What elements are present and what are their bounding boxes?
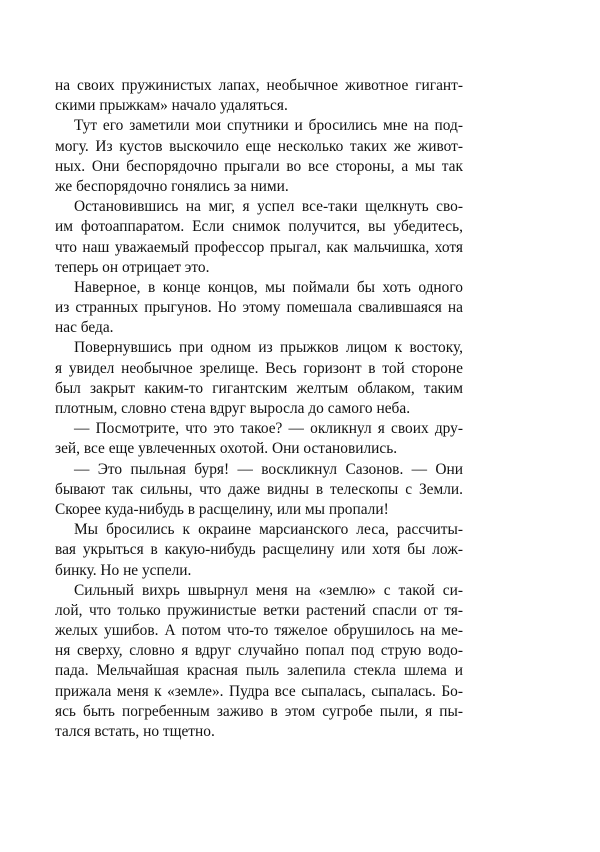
paragraph	[55, 76, 463, 116]
text-line: им фотоаппаратом. Если снимок получится, вы убедитесь,	[55, 218, 463, 236]
text-line: лой, что только пружинистые ветки растений спасли от тя-	[55, 601, 463, 619]
paragraph	[55, 419, 463, 459]
paragraph	[55, 197, 463, 278]
text-line: прижала меня к «земле». Пудра все сыпалась, сыпалась. Бо-	[55, 682, 463, 700]
text-line: вая укрыться в какую-нибудь расщелину или хотя бы лож-	[55, 541, 463, 559]
paragraph	[55, 520, 463, 581]
text-line: из странных прыгунов. Но этому помешала свалившаяся на	[55, 299, 463, 317]
text-line: скими прыжкам» начало удаляться.	[55, 97, 288, 115]
text-line: пада. Мельчайшая красная пыль залепила стекла шлема и	[55, 662, 463, 680]
text-line: ня сверху, словно я вдруг случайно попал под струю водо-	[55, 642, 463, 660]
text-line: — Это пыльная буря! — воскликнул Сазонов. — Они	[74, 460, 463, 478]
text-line: что наш уважаемый профессор прыгал, как мальчишка, хотя	[55, 238, 463, 256]
text-line: Остановившись на миг, я успел все-таки щелкнуть сво-	[74, 198, 463, 216]
text-line: — Посмотрите, что это такое? — окликнул я своих дру-	[74, 420, 463, 438]
text-line: же беспорядочно гонялись за ними.	[55, 177, 289, 195]
text-line: тался встать, но тщетно.	[55, 723, 215, 740]
text-line: Наверное, в конце концов, мы поймали бы хоть одного	[74, 278, 463, 296]
text-line: Повернувшись при одном из прыжков лицом к востоку,	[74, 339, 463, 357]
text-line: бинку. Но не успели.	[55, 561, 192, 579]
text-line: желых ушибов. А потом что-то тяжелое обрушилось на ме-	[55, 622, 463, 640]
text-line: Сильный вихрь швырнул меня на «землю» с такой си-	[74, 581, 463, 599]
paragraph	[55, 278, 463, 339]
text-line: теперь он отрицает это.	[55, 258, 210, 276]
paragraph	[55, 460, 463, 521]
text-line: Мы бросились к окраине марсианского леса, рассчиты-	[74, 521, 463, 539]
text-line: зей, все еще увлеченных охотой. Они остановились.	[55, 440, 398, 458]
text-line: Тут его заметили мои спутники и бросились мне на под-	[74, 117, 463, 135]
paragraph	[55, 581, 463, 743]
text-line: я увидел необычное зрелище. Весь горизонт в той стороне	[55, 359, 463, 377]
text-line: ных. Они беспорядочно прыгали во все стороны, а мы так	[55, 157, 463, 175]
text-line: нас беда.	[55, 319, 114, 337]
text-line: на своих пружинистых лапах, необычное животное гигант-	[55, 77, 463, 94]
text-line: могу. Из кустов выскочило еще несколько таких же живот-	[55, 137, 463, 155]
paragraph	[55, 116, 463, 197]
text-line: бывают так сильны, что даже видны в телескопы с Земли.	[55, 480, 463, 498]
text-line: был закрыт каким-то гигантским желтым облаком, таким	[55, 379, 463, 397]
text-line: ясь быть погребенным заживо в этом сугробе пыли, я пы-	[55, 702, 463, 720]
paragraph	[55, 338, 463, 419]
book-page-text	[55, 76, 463, 742]
text-line: Скорее куда-нибудь в расщелину, или мы пропали!	[55, 500, 389, 518]
text-line: плотным, словно стена вдруг выросла до самого неба.	[55, 400, 411, 417]
